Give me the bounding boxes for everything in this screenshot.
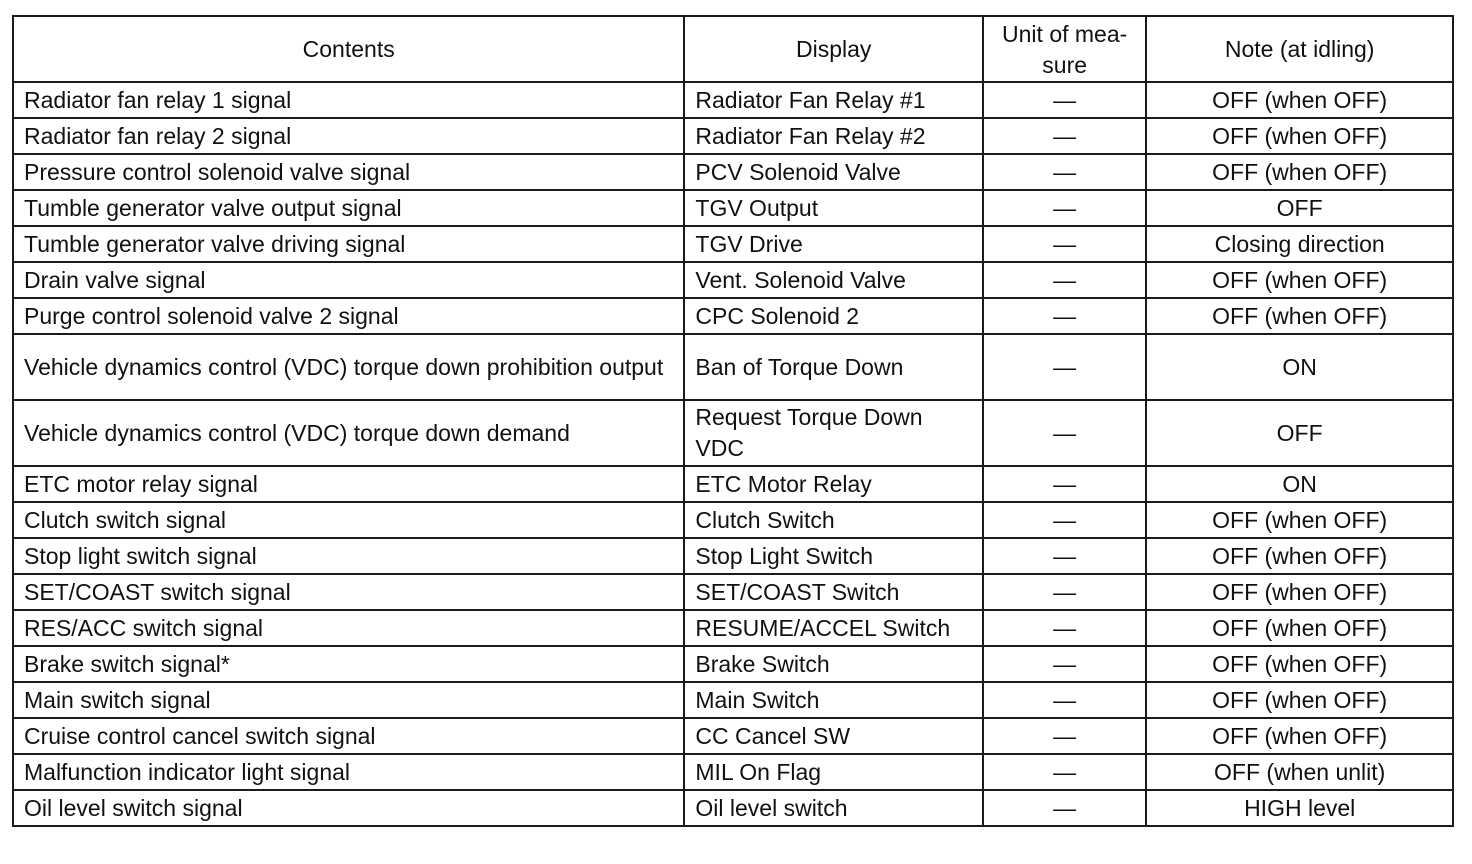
cell-contents: Purge control solenoid valve 2 signal [13, 298, 684, 334]
cell-display: Main Switch [684, 682, 983, 718]
cell-contents: Radiator fan relay 1 signal [13, 82, 684, 118]
table-row [13, 334, 1453, 400]
cell-note: OFF [1146, 190, 1453, 226]
table-row [13, 226, 1453, 262]
cell-unit: — [983, 298, 1146, 334]
cell-display: RESUME/ACCEL Switch [684, 610, 983, 646]
cell-unit: — [983, 466, 1146, 502]
cell-note: HIGH level [1146, 790, 1453, 826]
cell-note: ON [1146, 334, 1453, 400]
cell-note: OFF (when OFF) [1146, 574, 1453, 610]
cell-unit: — [983, 502, 1146, 538]
table-row [13, 298, 1453, 334]
table-row [13, 718, 1453, 754]
cell-unit: — [983, 790, 1146, 826]
cell-display: ETC Motor Relay [684, 466, 983, 502]
cell-contents: Radiator fan relay 2 signal [13, 118, 684, 154]
table-row [13, 610, 1453, 646]
cell-contents: Tumble generator valve output signal [13, 190, 684, 226]
cell-unit: — [983, 154, 1146, 190]
cell-display: TGV Drive [684, 226, 983, 262]
table-row [13, 400, 1453, 466]
table-row [13, 262, 1453, 298]
cell-contents: Clutch switch signal [13, 502, 684, 538]
header-display: Display [684, 16, 983, 82]
cell-display: Stop Light Switch [684, 538, 983, 574]
cell-display: TGV Output [684, 190, 983, 226]
cell-unit: — [983, 190, 1146, 226]
cell-display: CPC Solenoid 2 [684, 298, 983, 334]
cell-display: Radiator Fan Relay #2 [684, 118, 983, 154]
cell-unit: — [983, 646, 1146, 682]
cell-display: Oil level switch [684, 790, 983, 826]
cell-contents: Vehicle dynamics control (VDC) torque down prohibition output [13, 334, 684, 400]
table-row [13, 754, 1453, 790]
cell-display: MIL On Flag [684, 754, 983, 790]
cell-unit: — [983, 718, 1146, 754]
cell-unit: — [983, 610, 1146, 646]
cell-contents: Stop light switch signal [13, 538, 684, 574]
cell-contents: Brake switch signal* [13, 646, 684, 682]
cell-unit: — [983, 82, 1146, 118]
cell-contents: Main switch signal [13, 682, 684, 718]
cell-unit: — [983, 400, 1146, 466]
cell-note: OFF (when OFF) [1146, 646, 1453, 682]
cell-contents: RES/ACC switch signal [13, 610, 684, 646]
table-row [13, 682, 1453, 718]
cell-display: SET/COAST Switch [684, 574, 983, 610]
cell-display: Radiator Fan Relay #1 [684, 82, 983, 118]
cell-note: OFF (when OFF) [1146, 682, 1453, 718]
cell-display: PCV Solenoid Valve [684, 154, 983, 190]
cell-unit: — [983, 682, 1146, 718]
table-row [13, 502, 1453, 538]
cell-unit: — [983, 226, 1146, 262]
cell-display: Vent. Solenoid Valve [684, 262, 983, 298]
cell-note: OFF [1146, 400, 1453, 466]
table-row [13, 574, 1453, 610]
cell-note: OFF (when OFF) [1146, 118, 1453, 154]
table-row [13, 538, 1453, 574]
cell-note: Closing direction [1146, 226, 1453, 262]
table-row [13, 646, 1453, 682]
header-contents: Contents [13, 16, 684, 82]
cell-contents: Drain valve signal [13, 262, 684, 298]
table-row [13, 190, 1453, 226]
cell-contents: ETC motor relay signal [13, 466, 684, 502]
table-row [13, 790, 1453, 826]
cell-note: OFF (when OFF) [1146, 538, 1453, 574]
cell-unit: — [983, 334, 1146, 400]
table-row [13, 466, 1453, 502]
cell-display: Clutch Switch [684, 502, 983, 538]
cell-note: OFF (when OFF) [1146, 154, 1453, 190]
table-body [13, 82, 1453, 826]
cell-note: OFF (when OFF) [1146, 298, 1453, 334]
cell-display: Request Torque Down VDC [684, 400, 983, 466]
cell-note: ON [1146, 466, 1453, 502]
cell-note: OFF (when OFF) [1146, 82, 1453, 118]
table-row [13, 154, 1453, 190]
cell-contents: SET/COAST switch signal [13, 574, 684, 610]
cell-unit: — [983, 538, 1146, 574]
monitor-items-table [12, 15, 1454, 827]
cell-display: Brake Switch [684, 646, 983, 682]
cell-unit: — [983, 574, 1146, 610]
cell-unit: — [983, 754, 1146, 790]
cell-note: OFF (when OFF) [1146, 502, 1453, 538]
table-row [13, 82, 1453, 118]
cell-contents: Vehicle dynamics control (VDC) torque down demand [13, 400, 684, 466]
cell-contents: Cruise control cancel switch signal [13, 718, 684, 754]
cell-note: OFF (when OFF) [1146, 262, 1453, 298]
cell-note: OFF (when OFF) [1146, 610, 1453, 646]
cell-unit: — [983, 262, 1146, 298]
cell-contents: Oil level switch signal [13, 790, 684, 826]
cell-display: Ban of Torque Down [684, 334, 983, 400]
header-unit: Unit of mea- sure [983, 16, 1146, 82]
cell-unit: — [983, 118, 1146, 154]
cell-note: OFF (when unlit) [1146, 754, 1453, 790]
table-row [13, 118, 1453, 154]
cell-contents: Malfunction indicator light signal [13, 754, 684, 790]
cell-note: OFF (when OFF) [1146, 718, 1453, 754]
cell-display: CC Cancel SW [684, 718, 983, 754]
header-row [13, 16, 1453, 82]
header-note: Note (at idling) [1146, 16, 1453, 82]
cell-contents: Tumble generator valve driving signal [13, 226, 684, 262]
cell-contents: Pressure control solenoid valve signal [13, 154, 684, 190]
